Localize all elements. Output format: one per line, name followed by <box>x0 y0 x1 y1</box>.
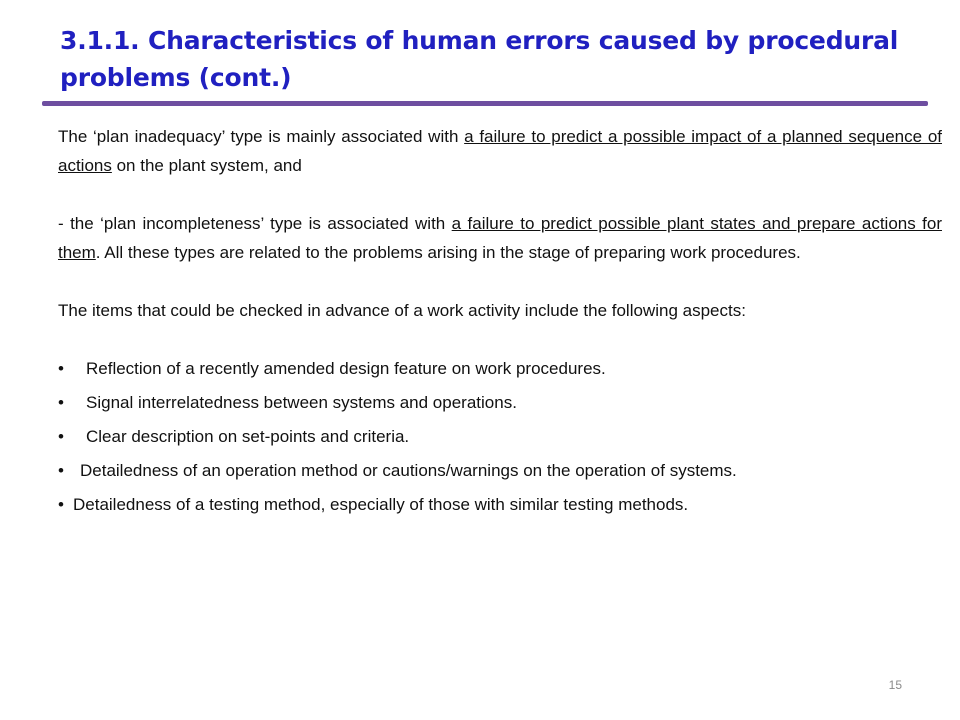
page-number: 15 <box>888 678 902 692</box>
bullet-icon: • <box>58 461 64 480</box>
list-item-text: Clear description on set-points and criteria. <box>86 427 410 446</box>
list-item <box>58 490 942 519</box>
slide-title: 3.1.1. Characteristics of human errors caused by procedural problems (cont.) <box>60 26 899 92</box>
list-item-text: Detailedness of an operation method or cautions/warnings on the operation of systems. <box>80 461 737 480</box>
paragraph-text: on the plant system, and <box>111 156 302 175</box>
list-item <box>58 354 942 383</box>
bullet-icon: • <box>58 359 64 378</box>
paragraph-plan-inadequacy <box>58 122 942 180</box>
list-item <box>58 422 942 451</box>
title-divider <box>42 101 928 106</box>
aspect-list <box>58 354 942 519</box>
list-item-text: Signal interrelatedness between systems and operations. <box>86 393 517 412</box>
underlined-phrase: a failure to predict possible plant states and prepare actions for them <box>58 214 942 262</box>
bullet-icon: • <box>58 495 64 514</box>
paragraph-items-intro: The items that could be checked in advance of a work activity include the following aspects: <box>58 301 746 320</box>
bullet-icon: • <box>58 427 64 446</box>
paragraph-text: The ‘plan inadequacy’ type is mainly associated with <box>58 127 465 146</box>
paragraph-text: . All these types are related to the problems arising in the stage of preparing work procedures. <box>95 243 801 262</box>
list-item <box>58 388 942 417</box>
list-item-text: Detailedness of a testing method, especially of those with similar testing methods. <box>73 495 689 514</box>
paragraph-text: - the ‘plan incompleteness’ type is associated with <box>58 214 452 233</box>
list-item <box>58 456 942 485</box>
underlined-phrase: a failure to predict a possible impact of a planned sequence of actions <box>58 127 942 175</box>
paragraph-plan-incompleteness <box>58 209 942 267</box>
bullet-icon: • <box>58 393 64 412</box>
list-item-text: Reflection of a recently amended design feature on work procedures. <box>86 359 606 378</box>
slide-body <box>58 122 942 524</box>
